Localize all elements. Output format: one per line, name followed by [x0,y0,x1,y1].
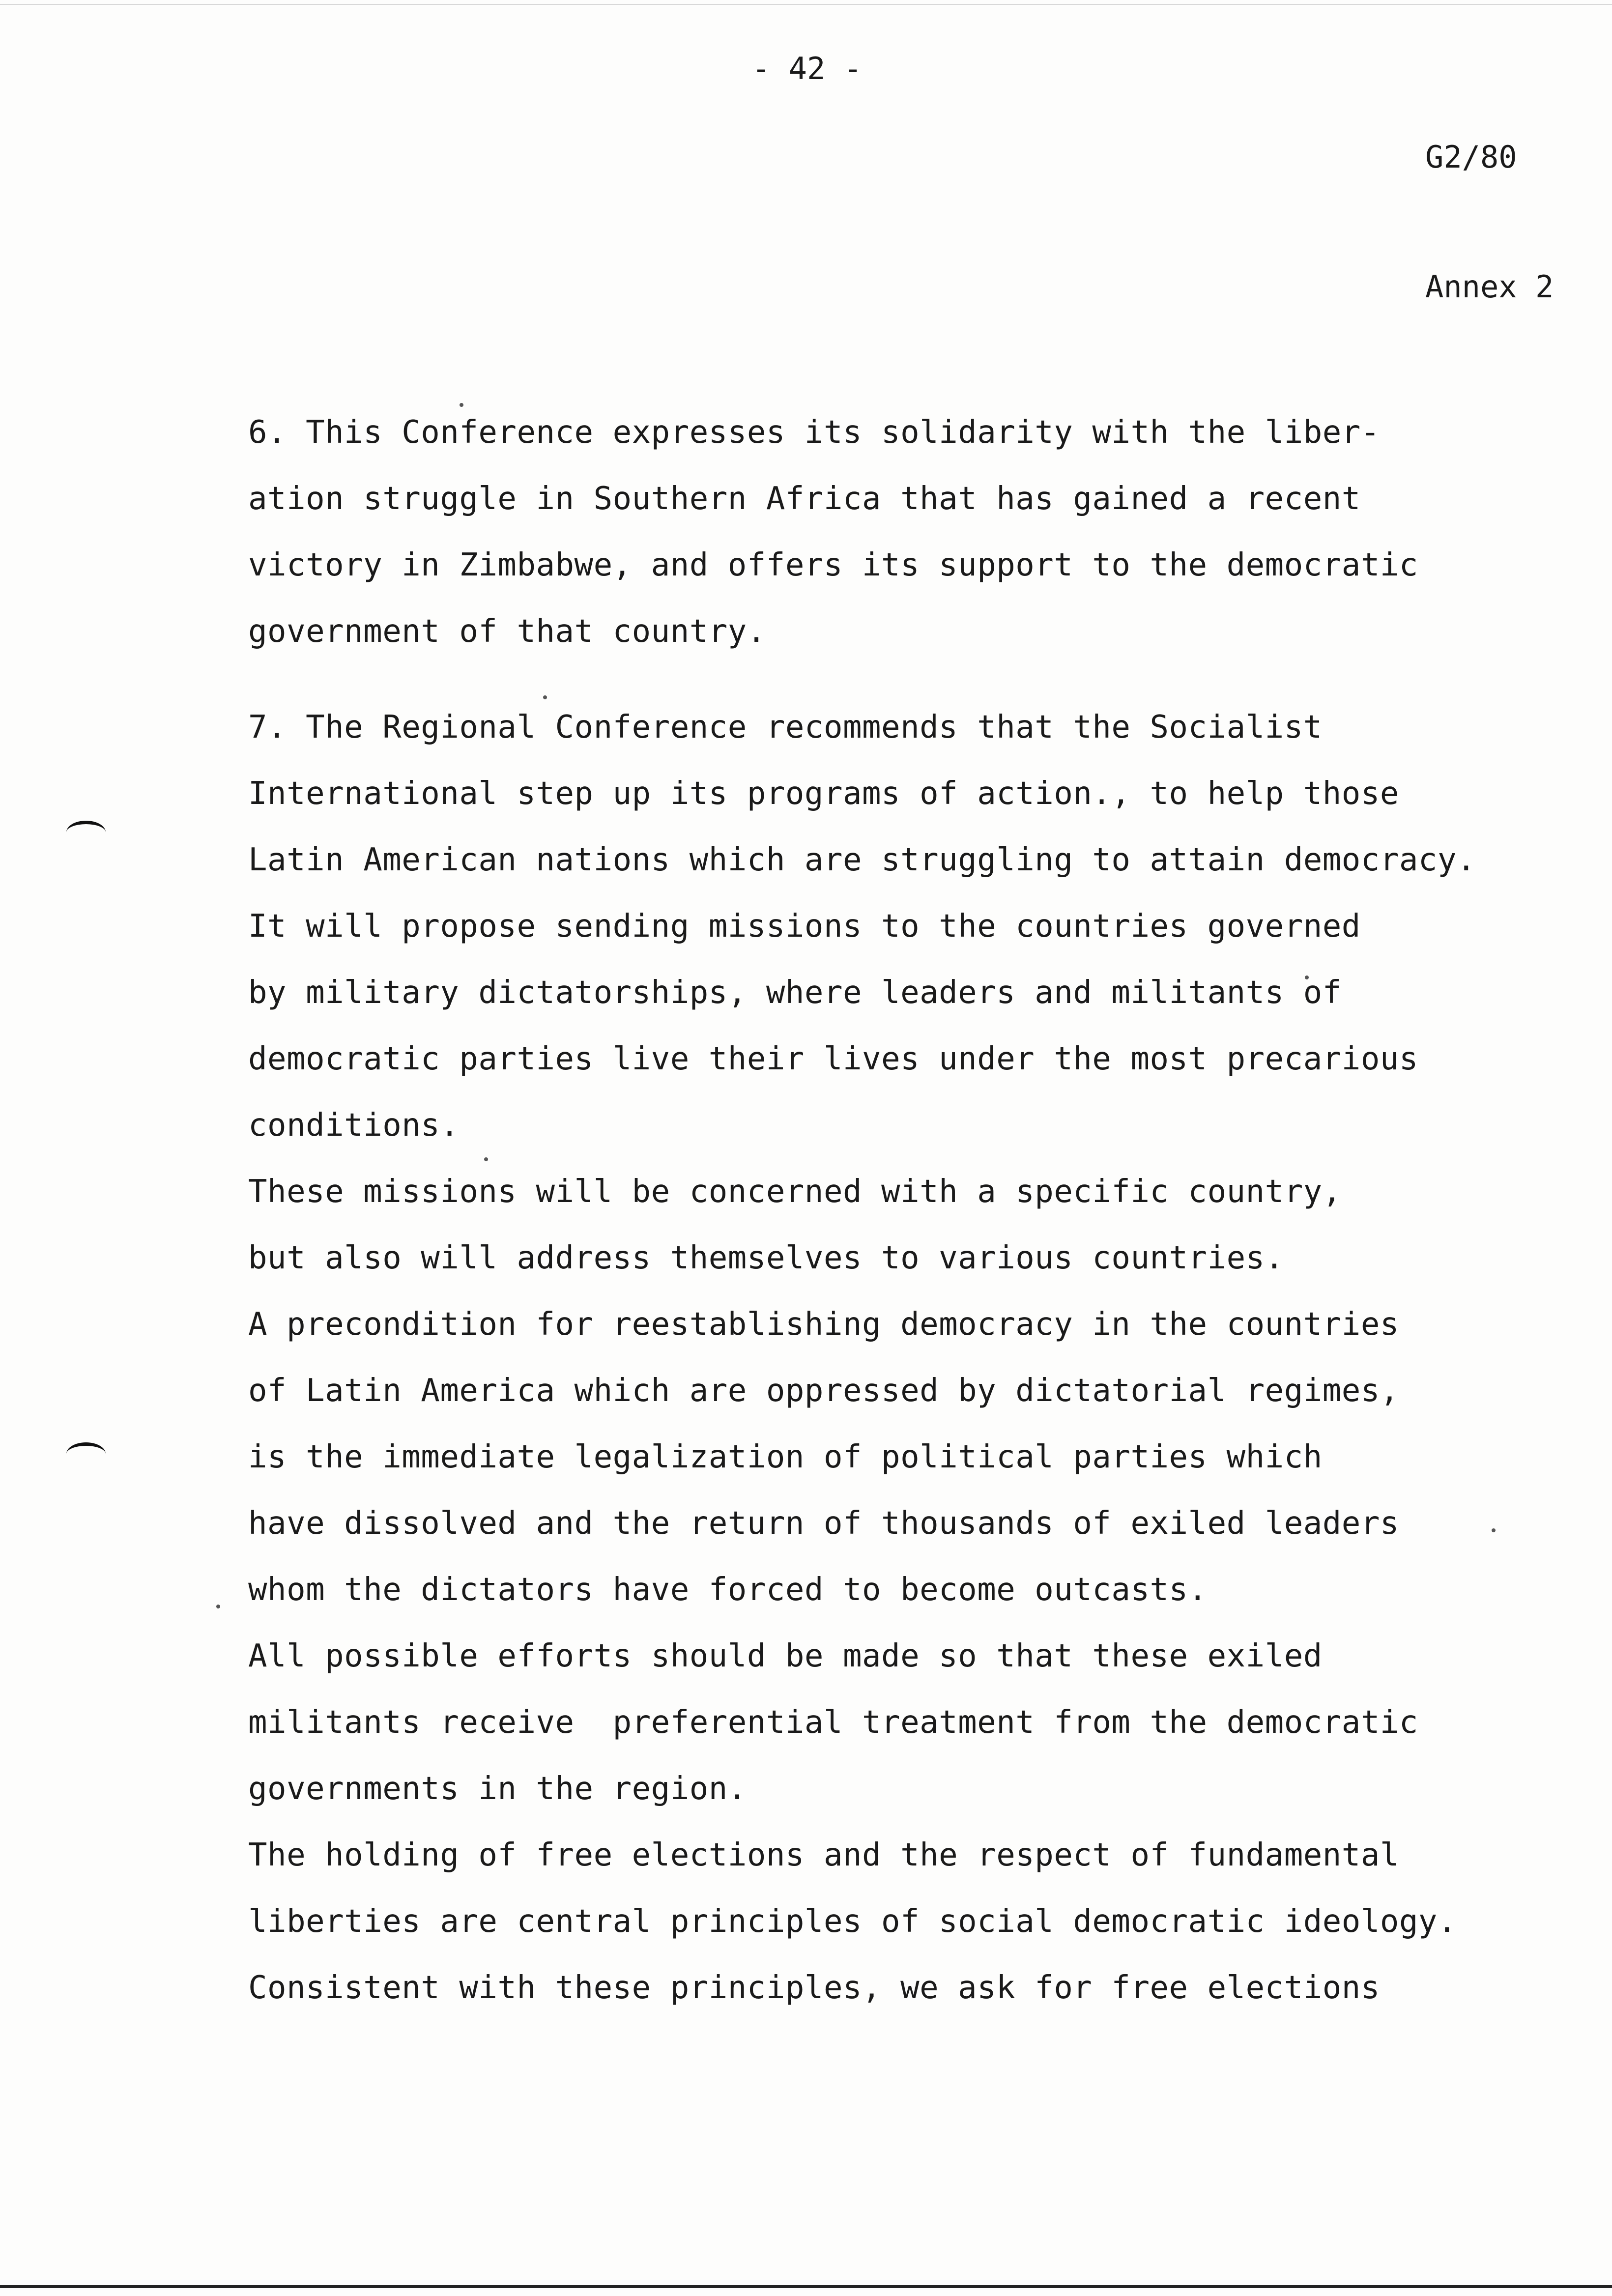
text-line: Latin American nations which are struggling to attain democracy. [248,842,1476,878]
text-line: International step up its programs of action., to help those [248,775,1399,812]
text-line: victory in Zimbabwe, and offers its support to the democratic [248,547,1418,583]
document-reference [1425,49,1554,395]
text-line: have dissolved and the return of thousands of exiled leaders [248,1505,1399,1542]
text-line: government of that country. [248,613,766,650]
text-line: is the immediate legalization of political parties which [248,1439,1323,1475]
text-line: The holding of free elections and the respect of fundamental [248,1837,1399,1873]
text-line: governments in the region. [248,1771,747,1807]
text-line: liberties are central principles of social democratic ideology. [248,1903,1457,1940]
text-line: A precondition for reestablishing democracy in the countries [248,1306,1399,1343]
text-line: conditions. [248,1107,460,1144]
scan-speck [543,695,547,699]
page-number: - 42 - [752,51,862,86]
text-line: It will propose sending missions to the countries governed [248,908,1361,945]
text-line: These missions will be concerned with a specific country, [248,1174,1342,1210]
scan-speck [216,1605,220,1608]
text-line: whom the dictators have forced to become outcasts. [248,1572,1208,1608]
scan-edge-top [0,4,1612,5]
text-line: of Latin America which are oppressed by dictatorial regimes, [248,1373,1399,1409]
text-line: by military dictatorships, where leaders and militants of [248,975,1342,1011]
text-line: All possible efforts should be made so that these exiled [248,1638,1323,1674]
text-line: militants receive preferential treatment from the democratic [248,1704,1418,1741]
text-line: ation struggle in Southern Africa that has gained a recent [248,481,1361,517]
text-line: but also will address themselves to various countries. [248,1240,1284,1276]
text-line: Consistent with these principles, we ask for free elections [248,1970,1380,2006]
scan-edge-bottom [0,2285,1612,2288]
document-code: G2/80 [1425,139,1517,175]
scan-speck [484,1157,488,1161]
scan-speck [1492,1528,1496,1532]
annex-label: Annex 2 [1425,269,1554,305]
text-line: democratic parties live their lives under the most precarious [248,1041,1418,1077]
punch-hole-mark-icon [66,1442,106,1465]
text-line: 7. The Regional Conference recommends that the Socialist [248,709,1323,746]
punch-hole-mark-icon [66,821,106,844]
scan-speck [460,403,463,407]
text-line: 6. This Conference expresses its solidarity with the liber- [248,414,1380,451]
